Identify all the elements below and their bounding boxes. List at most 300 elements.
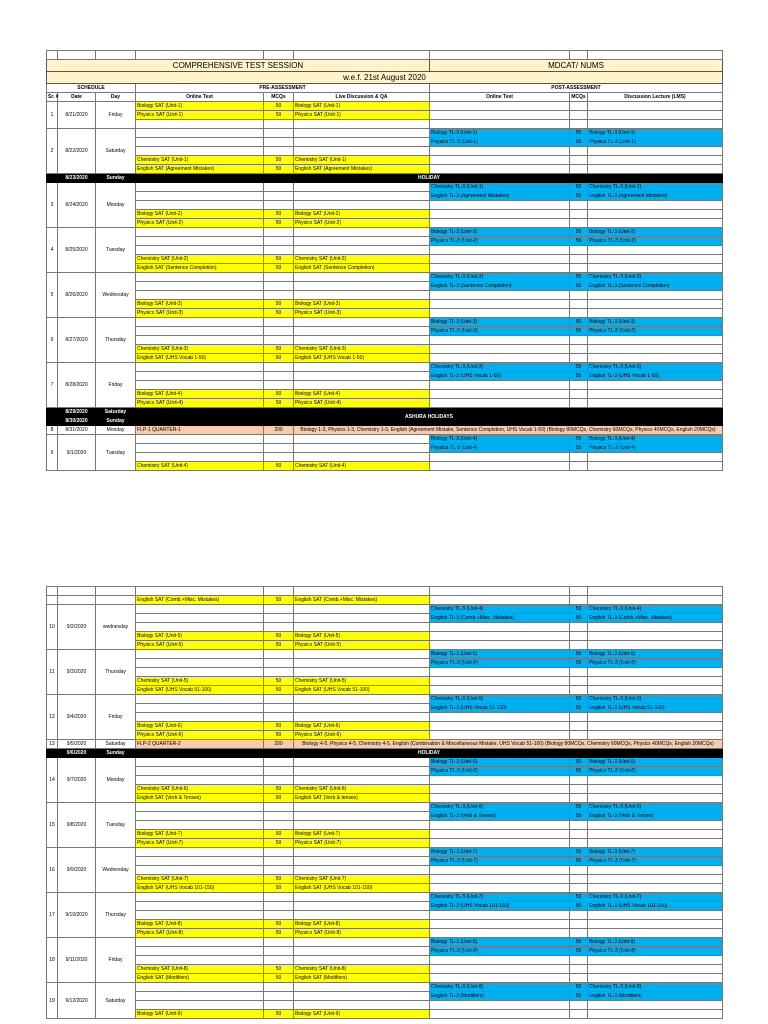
post-mcq-cell: 50: [570, 363, 588, 372]
date-cell: 8/30/2020: [58, 417, 96, 426]
table-row: [47, 129, 723, 138]
pre-test-cell: Physics SAT (Unit-7): [136, 839, 264, 848]
table-row: [47, 848, 723, 857]
date-cell: 8/29/2020: [58, 408, 96, 417]
table-row: [47, 938, 723, 947]
date-cell: 8/27/2020: [58, 318, 96, 363]
lecture-cell: Physics TL-3 (Unit-1): [588, 138, 723, 147]
post-mcq-cell: 50: [570, 857, 588, 866]
table-row: [47, 1001, 723, 1010]
table-row: [47, 632, 723, 641]
mdcat-title: MDCAT/ NUMS: [430, 60, 723, 72]
sr-cell: 12: [47, 695, 58, 740]
live-cell: English SAT (Comb.+Misc. Mistakes): [294, 596, 430, 605]
live-cell: Physics SAT (Unit-1): [294, 111, 430, 120]
mcq-cell: 50: [264, 219, 294, 228]
sr-cell: 1: [47, 102, 58, 129]
lecture-cell: Biology TL-3 (Unit-4): [588, 435, 723, 444]
sr-cell: 2: [47, 129, 58, 174]
mcq-cell: 50: [264, 309, 294, 318]
table-row: [47, 758, 723, 767]
table-row: [47, 300, 723, 309]
table-row: [47, 659, 723, 668]
table-row: [47, 614, 723, 623]
pre-test-cell: Biology SAT (Unit-1): [136, 102, 264, 111]
pre-test-cell: Physics SAT (Unit-3): [136, 309, 264, 318]
day-cell: Thursday: [96, 893, 136, 938]
date-cell: 9/12/2020: [58, 983, 96, 1019]
table-row: [47, 1010, 723, 1019]
live-cell: Chemistry SAT (Unit-4): [294, 462, 430, 471]
lecture-cell: English TL-3 (UHS Vocab 1-50): [588, 372, 723, 381]
post-test-cell: English TL-3 (Sentence Completion): [430, 282, 570, 291]
col-date: Date: [58, 93, 96, 102]
pre-test-cell: Chemistry SAT (Unit-3): [136, 345, 264, 354]
mcq-cell: 50: [264, 632, 294, 641]
pre-test-cell: Chemistry SAT (Unit-4): [136, 462, 264, 471]
live-cell: Chemistry SAT (Unit-5): [294, 677, 430, 686]
date-cell: 8/21/2020: [58, 102, 96, 129]
table-row: [47, 120, 723, 129]
pre-test-cell: Chemistry SAT (Unit-1): [136, 156, 264, 165]
day-cell: Friday: [96, 938, 136, 983]
day-cell: Friday: [96, 695, 136, 740]
table-row: [47, 821, 723, 830]
post-mcq-cell: 50: [570, 228, 588, 237]
post-test-cell: Physics TL-3 (Unit-7): [430, 857, 570, 866]
post-mcq-cell: 50: [570, 282, 588, 291]
schedule-table-part-1: [46, 50, 723, 471]
table-row: [47, 929, 723, 938]
post-test-cell: Chemistry TL-3 (Unit-7): [430, 893, 570, 902]
lecture-cell: Biology TL-3 (Unit-1): [588, 129, 723, 138]
day-cell: Saturday: [96, 408, 136, 417]
post-test-cell: Physics TL-3 (Unit-6): [430, 767, 570, 776]
holiday-row: [47, 408, 723, 417]
mcq-cell: 50: [264, 390, 294, 399]
post-mcq-cell: 50: [570, 237, 588, 246]
mcq-cell: 50: [264, 785, 294, 794]
day-cell: Friday: [96, 363, 136, 408]
live-cell: Chemistry SAT (Unit-7): [294, 875, 430, 884]
lecture-cell: Biology TL-3 (Unit-3): [588, 318, 723, 327]
day-cell: Tuesday: [96, 803, 136, 848]
post-mcq-cell: 50: [570, 767, 588, 776]
post-mcq-cell: 50: [570, 758, 588, 767]
pre-test-cell: English SAT (Sentence Completion): [136, 264, 264, 273]
lecture-cell: Physics TL-3 (Unit-5): [588, 659, 723, 668]
effective-date: w.e.f. 21st August 2020: [47, 72, 723, 84]
table-row: [47, 605, 723, 614]
live-cell: Biology SAT (Unit-8): [294, 920, 430, 929]
lecture-cell: Chemistry TL-3 (Unit-3): [588, 363, 723, 372]
mcq-cell: 50: [264, 974, 294, 983]
post-test-cell: Biology TL-3 (Unit-1): [430, 129, 570, 138]
lecture-cell: Biology TL-3 (Unit-6): [588, 758, 723, 767]
table-row: [47, 641, 723, 650]
mcq-cell: 50: [264, 102, 294, 111]
pre-test-cell: Biology SAT (Unit-7): [136, 830, 264, 839]
pre-test-cell: English SAT (Verb & Tenses): [136, 794, 264, 803]
table-row: [47, 713, 723, 722]
table-row: [47, 668, 723, 677]
pre-test-cell: English SAT (Agreement Mistakes): [136, 165, 264, 174]
live-cell: English SAT (Agreement Mistakes): [294, 165, 430, 174]
lecture-cell: Chemistry TL-3 (Unit-8): [588, 983, 723, 992]
date-cell: 9/8/2020: [58, 803, 96, 848]
pre-test-cell: Physics SAT (Unit-8): [136, 929, 264, 938]
date-cell: 9/7/2020: [58, 758, 96, 803]
lecture-cell: Physics TL-3 (Unit-2): [588, 237, 723, 246]
post-mcq-cell: 50: [570, 614, 588, 623]
post-mcq-cell: 50: [570, 444, 588, 453]
mcq-cell: 50: [264, 677, 294, 686]
date-cell: 8/25/2020: [58, 228, 96, 273]
holiday-label: HOLIDAY: [136, 749, 723, 758]
post-test-cell: Biology TL-3 (Unit-3): [430, 318, 570, 327]
mcq-cell: 50: [264, 794, 294, 803]
sr-cell: 4: [47, 228, 58, 273]
group-header-row: [47, 84, 723, 93]
sr-cell: 13: [47, 740, 58, 749]
table-row: [47, 596, 723, 605]
date-cell: 9/2/2020: [58, 605, 96, 650]
lecture-cell: Biology TL-3 (Unit-7): [588, 848, 723, 857]
date-cell: 9/9/2020: [58, 848, 96, 893]
live-cell: Biology SAT (Unit-6): [294, 722, 430, 731]
sr-cell: 18: [47, 938, 58, 983]
mcq-cell: 50: [264, 1010, 294, 1019]
mcq-cell: 50: [264, 255, 294, 264]
post-mcq-cell: 50: [570, 695, 588, 704]
col-day: Day: [96, 93, 136, 102]
pre-test-cell: English SAT (Modifiers): [136, 974, 264, 983]
table-row: [47, 282, 723, 291]
table-row: [47, 453, 723, 462]
post-test-cell: Chemistry TL-3 (Unit-6): [430, 803, 570, 812]
live-cell: Chemistry SAT (Unit-1): [294, 156, 430, 165]
table-row: [47, 228, 723, 237]
table-row: [47, 201, 723, 210]
mcq-cell: 50: [264, 596, 294, 605]
col-mcqs: MCQs: [264, 93, 294, 102]
lecture-cell: Chemistry TL-3 (Unit-7): [588, 893, 723, 902]
post-test-cell: Chemistry TL-3 (Unit-1): [430, 183, 570, 192]
flp-test-cell: FLP-2 QUARTER-2: [136, 740, 264, 749]
table-row: [47, 336, 723, 345]
day-cell: Thursday: [96, 650, 136, 695]
table-row: [47, 111, 723, 120]
mcq-cell: 50: [264, 111, 294, 120]
post-mcq-cell: 50: [570, 947, 588, 956]
pre-test-cell: Biology SAT (Unit-3): [136, 300, 264, 309]
table-row: [47, 839, 723, 848]
live-cell: Biology SAT (Unit-2): [294, 210, 430, 219]
table-row: [47, 920, 723, 929]
table-row: [47, 956, 723, 965]
table-row: [47, 974, 723, 983]
mcq-cell: 200: [264, 426, 294, 435]
sr-cell: 19: [47, 983, 58, 1019]
day-cell: Wednesday: [96, 848, 136, 893]
mcq-cell: 50: [264, 345, 294, 354]
sr-cell: 10: [47, 605, 58, 650]
day-cell: Friday: [96, 102, 136, 129]
table-row: [47, 857, 723, 866]
post-mcq-cell: 50: [570, 327, 588, 336]
effective-date-row: [47, 72, 723, 84]
live-cell: Chemistry SAT (Unit-3): [294, 345, 430, 354]
table-row: [47, 695, 723, 704]
post-test-cell: Biology TL-3 (Unit-8): [430, 938, 570, 947]
date-cell: 8/23/2020: [58, 174, 96, 183]
live-cell: Physics SAT (Unit-2): [294, 219, 430, 228]
live-cell: Biology SAT (Unit-4): [294, 390, 430, 399]
column-header-row: [47, 93, 723, 102]
day-cell: Monday: [96, 758, 136, 803]
mcq-cell: 50: [264, 354, 294, 363]
post-mcq-cell: 50: [570, 983, 588, 992]
live-cell: Chemistry SAT (Unit-6): [294, 785, 430, 794]
table-row: [47, 965, 723, 974]
date-cell: 9/10/2020: [58, 893, 96, 938]
mcq-cell: 50: [264, 731, 294, 740]
table-row: [47, 947, 723, 956]
col-sr: Sr. #: [48, 94, 59, 100]
sr-cell: 9: [47, 435, 58, 471]
table-row: [47, 794, 723, 803]
mcq-cell: 50: [264, 165, 294, 174]
title-row: [47, 60, 723, 72]
pre-test-cell: English SAT (UHS Vocab 51-100): [136, 686, 264, 695]
lecture-cell: Biology TL-3 (Unit-5): [588, 650, 723, 659]
post-mcq-cell: 50: [570, 605, 588, 614]
session-title: COMPREHENSIVE TEST SESSION: [47, 60, 430, 72]
live-cell: Physics SAT (Unit-3): [294, 309, 430, 318]
post-mcq-cell: 50: [570, 435, 588, 444]
post-mcq-cell: 50: [570, 129, 588, 138]
live-cell: Chemistry SAT (Unit-2): [294, 255, 430, 264]
pre-test-cell: Physics SAT (Unit-4): [136, 399, 264, 408]
post-mcq-cell: 50: [570, 938, 588, 947]
holiday-row: [47, 174, 723, 183]
post-test-cell: Physics TL-3 (Unit-5): [430, 659, 570, 668]
live-cell: Physics SAT (Unit-5): [294, 641, 430, 650]
mcq-cell: 50: [264, 920, 294, 929]
table-row: [47, 462, 723, 471]
pre-test-cell: English SAT (UHS Vocab 1-50): [136, 354, 264, 363]
lecture-cell: English TL-3 (Sentence Completion): [588, 282, 723, 291]
date-cell: 9/5/2020: [58, 740, 96, 749]
pre-test-cell: Chemistry SAT (Unit-6): [136, 785, 264, 794]
grid-spacer-row: [47, 51, 723, 60]
date-cell: 8/31/2020: [58, 426, 96, 435]
table-row: [47, 444, 723, 453]
post-mcq-cell: 50: [570, 803, 588, 812]
lecture-cell: Chemistry TL-3 (Unit-6): [588, 803, 723, 812]
schedule-group-header: SCHEDULE: [47, 84, 136, 93]
post-assessment-header: POST-ASSESSMENT: [430, 84, 723, 93]
day-cell: Sunday: [96, 417, 136, 426]
mcq-cell: 50: [264, 399, 294, 408]
post-test-cell: Biology TL-3 (Unit-6): [430, 758, 570, 767]
post-mcq-cell: 50: [570, 318, 588, 327]
sr-cell: 5: [47, 273, 58, 318]
post-mcq-cell: 50: [570, 902, 588, 911]
pre-test-cell: Biology SAT (Unit-8): [136, 920, 264, 929]
mcq-cell: 50: [264, 884, 294, 893]
table-row: [47, 911, 723, 920]
table-row: [47, 812, 723, 821]
table-row: [47, 704, 723, 713]
date-cell: 9/6/2020: [58, 749, 96, 758]
table-row: [47, 372, 723, 381]
live-cell: Physics SAT (Unit-8): [294, 929, 430, 938]
sr-cell: 11: [47, 650, 58, 695]
table-row: [47, 767, 723, 776]
mcq-cell: 50: [264, 156, 294, 165]
live-cell: Biology SAT (Unit-1): [294, 102, 430, 111]
table-row: [47, 390, 723, 399]
sr-cell: 6: [47, 318, 58, 363]
post-test-cell: Physics TL-3 (Unit-8): [430, 947, 570, 956]
post-test-cell: Biology TL-3 (Unit-7): [430, 848, 570, 857]
pre-test-cell: Physics SAT (Unit-6): [136, 731, 264, 740]
table-row: [47, 875, 723, 884]
table-row: [47, 731, 723, 740]
lecture-cell: Biology TL-3 (Unit-2): [588, 228, 723, 237]
lecture-cell: English TL-3 (Modifiers): [588, 992, 723, 1001]
lecture-cell: Chemistry TL-3 (Unit-4): [588, 605, 723, 614]
mcq-cell: 50: [264, 686, 294, 695]
pre-test-cell: Biology SAT (Unit-9): [136, 1010, 264, 1019]
post-test-cell: Physics TL-3 (Unit-3): [430, 327, 570, 336]
pre-assessment-header: PRE-ASSESSMENT: [136, 84, 430, 93]
table-row: [47, 363, 723, 372]
day-cell: Monday: [96, 183, 136, 228]
table-row: [47, 147, 723, 156]
schedule-table-part-2: [46, 586, 723, 1019]
mcq-cell: 50: [264, 965, 294, 974]
mcq-cell: 50: [264, 929, 294, 938]
table-row: [47, 381, 723, 390]
table-row: [47, 623, 723, 632]
table-row: [47, 677, 723, 686]
pre-test-cell: Chemistry SAT (Unit-7): [136, 875, 264, 884]
pre-test-cell: Physics SAT (Unit-1): [136, 111, 264, 120]
day-cell: Saturday: [96, 129, 136, 174]
col-post-online-test: Online Test: [430, 93, 570, 102]
mcq-cell: 50: [264, 462, 294, 471]
pre-test-cell: Physics SAT (Unit-5): [136, 641, 264, 650]
post-test-cell: Biology TL-3 (Unit-4): [430, 435, 570, 444]
table-row: [47, 102, 723, 111]
live-cell: English SAT (Verb & tenses): [294, 794, 430, 803]
lecture-cell: Physics TL-3 (Unit-6): [588, 767, 723, 776]
table-row: [47, 354, 723, 363]
live-cell: English SAT (UHS Vocab 101-150): [294, 884, 430, 893]
date-cell: 8/26/2020: [58, 273, 96, 318]
sr-cell: 14: [47, 758, 58, 803]
pre-test-cell: English SAT (Comb.+Misc. Mistakes): [136, 596, 264, 605]
date-cell: 8/22/2020: [58, 129, 96, 174]
live-cell: English SAT (Modifiers): [294, 974, 430, 983]
live-cell: English SAT (UHS Vocab 51-100): [294, 686, 430, 695]
sr-cell: 7: [47, 363, 58, 408]
mcq-cell: 50: [264, 722, 294, 731]
table-row: [47, 435, 723, 444]
post-test-cell: Biology TL-3 (Unit-2): [430, 228, 570, 237]
lecture-cell: Physics TL-3 (Unit-4): [588, 444, 723, 453]
table-row: [47, 237, 723, 246]
post-test-cell: English TL-3 (UHS Vocab 51-100): [430, 704, 570, 713]
mcq-cell: 50: [264, 875, 294, 884]
table-row: [47, 318, 723, 327]
table-row: [47, 210, 723, 219]
col-live-discussion: Live Discussion & QA: [294, 93, 430, 102]
lecture-cell: Chemistry TL-3 (Unit-2): [588, 273, 723, 282]
date-cell: 8/28/2020: [58, 363, 96, 408]
table-row: [47, 722, 723, 731]
table-row: [47, 264, 723, 273]
live-cell: Biology SAT (Unit-9): [294, 1010, 430, 1019]
sr-cell: 8: [47, 426, 58, 435]
lecture-cell: Physics TL-3 (Unit-7): [588, 857, 723, 866]
table-row: [47, 192, 723, 201]
sr-cell: 17: [47, 893, 58, 938]
col-discussion-lecture: Discussion Lecture (LMS): [588, 93, 723, 102]
pre-test-cell: Physics SAT (Unit-2): [136, 219, 264, 228]
date-cell: 9/4/2020: [58, 695, 96, 740]
day-cell: Thursday: [96, 318, 136, 363]
lecture-cell: Biology TL-3 (Unit-8): [588, 938, 723, 947]
pre-test-cell: Biology SAT (Unit-2): [136, 210, 264, 219]
day-cell: Wednesday: [96, 273, 136, 318]
table-row: [47, 327, 723, 336]
table-row: [47, 983, 723, 992]
mcq-cell: 50: [264, 839, 294, 848]
table-row: [47, 399, 723, 408]
sr-cell: 15: [47, 803, 58, 848]
mcq-cell: 50: [264, 264, 294, 273]
lecture-cell: English TL-3 (Comb.+Misc. Mistakes): [588, 614, 723, 623]
post-mcq-cell: 50: [570, 650, 588, 659]
pre-test-cell: Biology SAT (Unit-6): [136, 722, 264, 731]
post-mcq-cell: 50: [570, 183, 588, 192]
holiday-label: HOLIDAY: [136, 174, 723, 183]
post-test-cell: English TL-3 (Modifiers): [430, 992, 570, 1001]
post-mcq-cell: 50: [570, 893, 588, 902]
post-mcq-cell: 50: [570, 273, 588, 282]
post-mcq-cell: 50: [570, 812, 588, 821]
table-row: [47, 686, 723, 695]
date-cell: 9/11/2020: [58, 938, 96, 983]
day-cell: Sunday: [96, 174, 136, 183]
day-cell: Tuesday: [96, 435, 136, 471]
post-mcq-cell: 50: [570, 138, 588, 147]
ashura-holiday-label: ASHURA HOLIDAYS: [136, 408, 723, 426]
live-cell: Physics SAT (Unit-7): [294, 839, 430, 848]
post-test-cell: English TL-3 (UHS Vocab 1-50): [430, 372, 570, 381]
table-row: [47, 273, 723, 282]
table-row: [47, 156, 723, 165]
date-cell: 9/3/2020: [58, 650, 96, 695]
pre-test-cell: Biology SAT (Unit-5): [136, 632, 264, 641]
day-cell: Tuesday: [96, 228, 136, 273]
table-row: [47, 776, 723, 785]
post-test-cell: Chemistry TL-3 (Unit-5): [430, 695, 570, 704]
lecture-cell: English TL-3 (Verb & Tenses): [588, 812, 723, 821]
